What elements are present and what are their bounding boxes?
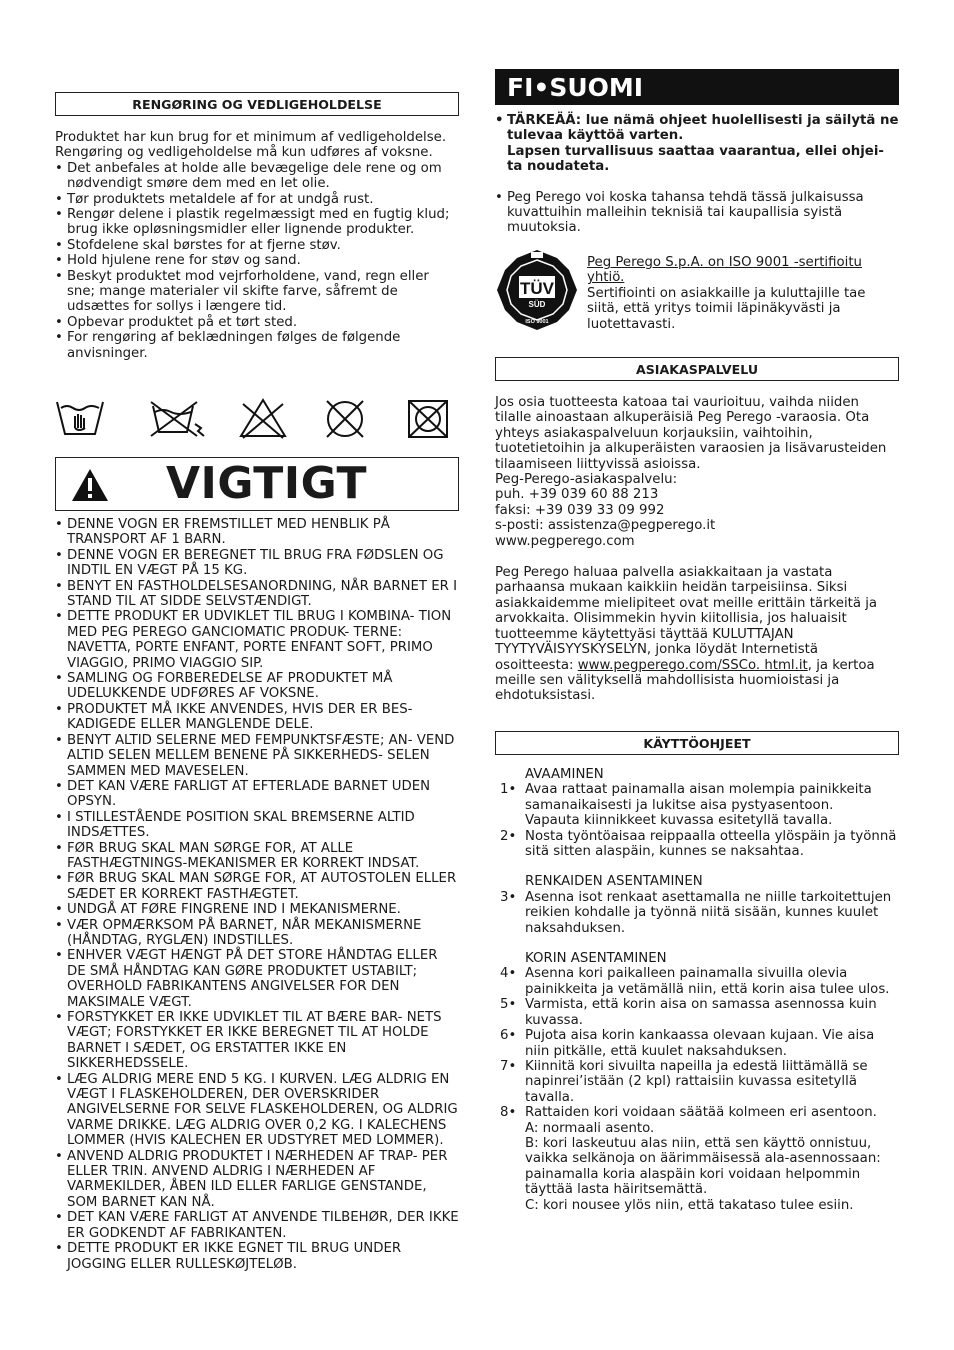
warning-section	[55, 517, 459, 1272]
no-dry-clean-icon	[327, 401, 363, 437]
service-phone: puh. +39 039 60 88 213	[495, 487, 659, 503]
list-item: • For rengøring af beklædningen følges de følgende anvisninger.	[55, 330, 459, 361]
list-item: • I STILLESTÅENDE POSITION SKAL BREMSERNE ALTID INDSÆTTES.	[55, 810, 459, 841]
no-bleach-icon	[241, 400, 285, 438]
step-text: Varmista, että korin aisa on samassa asennossa kuin kuvassa.	[525, 997, 877, 1028]
service-para1: Jos osia tuotteesta katoaa tai vaurioituu, vaihda niiden tilalle ainoastaan alkuperäisiä Peg Perego -varaosia. Ota yhteys asiakaspalveluun korjauksiin, vaihtoihin, tuotetietoihin ja alkuperäisten varaosien ja lisävarusteiden tilaamiseen liittyvissä asioissa.	[495, 395, 887, 472]
language-title: FI•SUOMI	[495, 69, 899, 105]
survey-link[interactable]: www.pegperego.com/SSCo. html.it	[577, 657, 808, 673]
step-number: 3•	[500, 889, 517, 905]
iso-text: Sertifiointi on asiakkaille ja kuluttajille tae siitä, että yritys toimii läpinäkyvästi ja luotettavasti.	[587, 285, 866, 332]
service-para2-end: , ja kertoa meille sen välityksellä mahdollisista huomioistasi ja ehdotuksistasi.	[495, 657, 875, 704]
list-item: • DET KAN VÆRE FARLIGT AT EFTERLADE BARNET UDEN OPSYN.	[55, 779, 459, 810]
step-text: Asenna kori paikalleen painamalla sivuilla olevia painikkeita ja vetämällä niin, että korin aisa tulee ulos.	[525, 966, 890, 997]
list-item: • BENYT EN FASTHOLDELSESANORDNING, NÅR BARNET ER I STAND TIL AT SIDDE SELVSTÆNDIGT.	[55, 579, 459, 610]
list-item: • FØR BRUG SKAL MAN SØRGE FOR, AT AUTOSTOLEN ELLER SÆDET ER KORREKT FASTHÆGTET.	[55, 871, 459, 902]
step-2	[495, 829, 899, 860]
list-item: • Beskyt produktet mod vejrforholdene, vand, regn eller sne; mange materialer vil skifte farve, såfremt de udsættes for sollys i længere tid.	[55, 269, 459, 315]
step-6	[495, 1028, 899, 1059]
list-item: • DETTE PRODUKT ER IKKE EGNET TIL BRUG UNDER JOGGING ELLER RULLESKØJTELØB.	[55, 1241, 459, 1272]
list-item: • Hold hjulene rene for støv og sand.	[55, 253, 459, 268]
cleaning-intro: Produktet har kun brug for et minimum af vedligeholdelse. Rengøring og vedligeholdelse må kun udføres af voksne.	[55, 130, 447, 161]
tuv-logo-icon	[495, 248, 579, 332]
list-item: • VÆR OPMÆRKSOM PÅ BARNET, NÅR MEKANISMERNE (HÅNDTAG, RYGLÆN) INDSTILLES.	[55, 918, 459, 949]
list-item: • Tør produktets metaldele af for at undgå rust.	[55, 192, 459, 207]
iso-link[interactable]: Peg Perego S.p.A. on ISO 9001 -sertifioitu yhtiö.	[587, 255, 862, 286]
list-item: • UNDGÅ AT FØRE FINGRENE IND I MEKANISMERNE.	[55, 902, 459, 917]
step-7	[495, 1059, 899, 1105]
step-1b: Vapauta kiinnikkeet kuvassa esitetyllä tavalla.	[525, 813, 833, 829]
cleaning-list	[55, 161, 459, 361]
step-text: Nosta työntöaisaa reippaalla otteella ylöspäin ja työnnä sitä sitten alaspäin, kunnes se naksahtaa.	[525, 828, 897, 860]
step-8	[495, 1105, 899, 1120]
step-number: 4•	[500, 966, 517, 982]
tuv-text: TÜV	[520, 279, 554, 298]
tuv-badge	[495, 248, 579, 332]
hand-wash-icon	[57, 402, 103, 434]
list-item	[495, 113, 899, 175]
list-item: • LÆG ALDRIG MERE END 5 KG. I KURVEN. LÆG ALDRIG EN VÆGT I FLASKEHOLDEREN, DER OVERSKRIDER ANGIVELSERNE FOR SELVE FLASKEHOLDEREN, OG ALDRIG VARME DRIKKE. LÆG ALDRIG OVER 0,2 KG. I KALECHENS LOMMER (HVIS KALECHEN ER UDSTYRET MED LOMMER).	[55, 1072, 459, 1149]
step-1	[495, 782, 899, 813]
step-8a: A: normaali asento.	[525, 1120, 655, 1136]
list-item: • Opbevar produktet på et tørt sted.	[55, 315, 459, 330]
list-item: • PRODUKTET MÅ IKKE ANVENDES, HVIS DER ER BES- KADIGEDE ELLER MANGLENDE DELE.	[55, 702, 459, 733]
cleaning-header: RENGØRING OG VEDLIGEHOLDELSE	[55, 92, 459, 116]
important-section	[495, 113, 899, 236]
list-item: • DENNE VOGN ER BEREGNET TIL BRUG FRA FØDSLEN OG INDTIL EN VÆGT PÅ 15 KG.	[55, 548, 459, 579]
opening-heading: AVAAMINEN	[525, 767, 604, 782]
service-para2	[495, 565, 899, 704]
service-section	[495, 395, 899, 704]
step-number: 8•	[500, 1105, 517, 1121]
step-text: Pujota aisa korin kankaassa olevaan kujaan. Vie aisa niin pitkälle, että kuulet naksahduksen.	[525, 1028, 875, 1059]
service-para2-text: Peg Perego haluaa palvella asiakkaitaan ja vastata parhaansa mukaan kaikkiin heidän tarpeisiinsa. Siksi asiakkaidemme mielipiteet ovat meille erittäin tärkeitä ja arvokkaita. Olisimmekin hyvin kiitollisia, jos haluaisit tuotteemme käytettyäsi täyttää KULUTTAJAN TYYTYVÄISYYSKYSELYN, jonka löydät Internetistä osoitteesta:	[495, 565, 878, 673]
service-email: s-posti: assistenza@pegperego.it	[495, 518, 716, 534]
step-number: 2•	[500, 828, 517, 844]
list-item: • ANVEND ALDRIG PRODUKTET I NÆRHEDEN AF TRAP- PER ELLER TRIN. ANVEND ALDRIG I NÆRHEDEN AF VARMEKILDER, ÅBEN ILD ELLER FARLIGE GENSTANDE, SOM BARNET KAN NÅ.	[55, 1149, 459, 1211]
list-item: • Det anbefales at holde alle bevægelige dele rene og om nødvendigt smøre dem med en let olie.	[55, 161, 459, 192]
step-text: Kiinnitä kori sivuilta napeilla ja edestä liittämällä se napinrei’istään (2 kpl) rattaisiin kuvassa esitetyllä tavalla.	[525, 1058, 868, 1105]
service-fax: faksi: +39 039 33 09 992	[495, 502, 665, 518]
wheels-heading: RENKAIDEN ASENTAMINEN	[525, 874, 703, 890]
step-number: 1•	[500, 782, 517, 798]
step-text: Rattaiden kori voidaan säätää kolmeen eri asentoon.	[525, 1105, 877, 1121]
no-tumble-dry-icon	[151, 402, 204, 436]
step-3	[495, 890, 899, 936]
important-lead2: Lapsen turvallisuus saattaa vaarantua, ellei ohjei- ta noudateta.	[507, 143, 884, 175]
no-iron-icon	[409, 401, 447, 437]
care-symbols	[55, 398, 459, 442]
sud-text: SÜD	[528, 300, 546, 309]
instructions-header: KÄYTTÖOHJEET	[495, 731, 899, 755]
warning-icon	[70, 467, 110, 503]
step-5	[495, 997, 899, 1028]
important-list	[495, 113, 899, 236]
step-8b: B: kori laskeutuu alas niin, että sen käyttö onnistuu, vaikka selkänoja on äärimmäisessä ala-asennossaan: painamalla koria alaspäin kori voidaan helpommin täyttää lasta häiritsemättä.	[525, 1135, 881, 1198]
list-item: • DENNE VOGN ER FREMSTILLET MED HENBLIK PÅ TRANSPORT AF 1 BARN.	[55, 517, 459, 548]
list-item: • SAMLING OG FORBEREDELSE AF PRODUKTET MÅ UDELUKKENDE UDFØRES AF VOKSNE.	[55, 671, 459, 702]
warning-title: VIGTIGT	[166, 458, 368, 509]
list-item: • Rengør delene i plastik regelmæssigt med en fugtig klud; brug ikke opløsningsmidler eller lignende produkter.	[55, 207, 459, 238]
iso-section	[587, 255, 899, 332]
list-item: • ENHVER VÆGT HÆNGT PÅ DET STORE HÅNDTAG ELLER DE SMÅ HÅNDTAG KAN GØRE PRODUKTET USTABILT; OVERHOLD FABRIKANTENS ANGIVELSER FOR DEN MAKSIMALE VÆGT.	[55, 948, 459, 1010]
list-item: • DETTE PRODUKT ER UDVIKLET TIL BRUG I KOMBINA- TION MED PEG PEREGO GANCIOMATIC PRODUK- TERNE: NAVETTA, PORTE ENFANT, PORTE ENFANT SOFT, PRIMO VIAGGIO, PRIMO VIAGGIO SIP.	[55, 609, 459, 671]
care-symbols-graphic	[55, 398, 459, 442]
step-number: 5•	[500, 997, 517, 1013]
basket-heading: KORIN ASENTAMINEN	[525, 951, 667, 967]
step-number: 6•	[500, 1028, 517, 1044]
step-8c: C: kori nousee ylös niin, että takataso tulee esiin.	[525, 1197, 854, 1213]
instructions-section	[495, 767, 899, 1213]
important-lead: TÄRKEÄÄ: lue nämä ohjeet huolellisesti ja säilytä ne tulevaa käyttöä varten.	[507, 113, 899, 144]
warning-box	[55, 457, 459, 511]
service-website: www.pegperego.com	[495, 533, 635, 549]
iso-text: ISO 9001	[525, 319, 549, 325]
step-number: 7•	[500, 1058, 517, 1074]
warning-list	[55, 517, 459, 1272]
step-text: Asenna isot renkaat asettamalla ne niille tarkoitettujen reikien kohdalle ja työnnä niitä sisään, kunnes kuulet naksahduksen.	[525, 889, 892, 936]
list-item: • Peg Perego voi koska tahansa tehdä tässä julkaisussa kuvattuihin malleihin teknisiä tai kaupallisia syistä muutoksia.	[495, 190, 899, 236]
service-header: ASIAKASPALVELU	[495, 357, 899, 381]
list-item: • Stofdelene skal børstes for at fjerne støv.	[55, 238, 459, 253]
step-4	[495, 966, 899, 997]
cleaning-section	[55, 130, 459, 361]
list-item: • FORSTYKKET ER IKKE UDVIKLET TIL AT BÆRE BAR- NETS VÆGT; FORSTYKKET ER IKKE BEREGNET TIL AT HOLDE BARNET I SÆDET, OG ERSTATTER IKKE EN SIKKERHEDSSELE.	[55, 1010, 459, 1072]
step-text: Avaa rattaat painamalla aisan molempia painikkeita samanaikaisesti ja lukitse aisa pystyasentoon.	[525, 782, 872, 813]
list-item: • FØR BRUG SKAL MAN SØRGE FOR, AT ALLE FASTHÆGTNINGS-MEKANISMER ER KORREKT INDSAT.	[55, 841, 459, 872]
service-phone-label: Peg-Perego-asiakaspalvelu:	[495, 472, 678, 488]
list-item: • BENYT ALTID SELERNE MED FEMPUNKTSFÆSTE; AN- VEND ALTID SELEN MELLEM BENENE PÅ SIKKERHEDS- SELEN SAMMEN MED MAVESELEN.	[55, 733, 459, 779]
list-item: • DET KAN VÆRE FARLIGT AT ANVENDE TILBEHØR, DER IKKE ER GODKENDT AF FABRIKANTEN.	[55, 1210, 459, 1241]
